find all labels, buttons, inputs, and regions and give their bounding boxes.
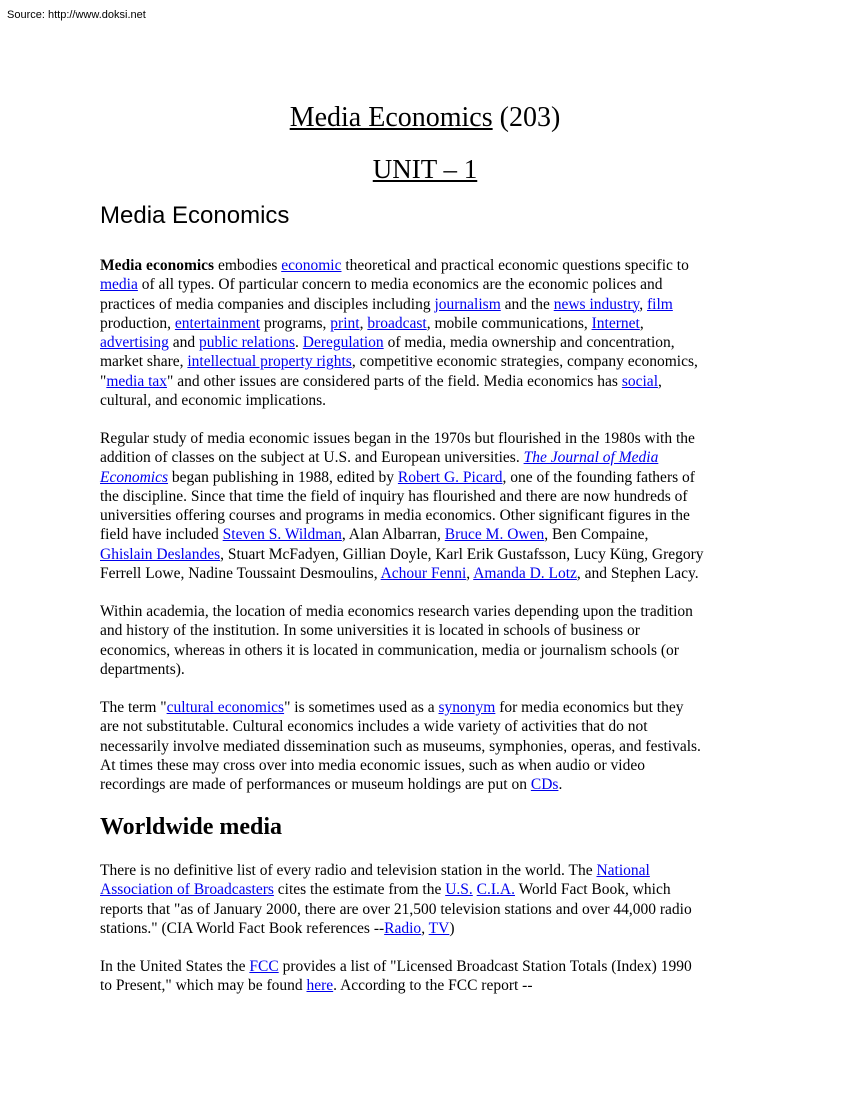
text-line [100, 314, 760, 333]
text-line: Within academia, the location of media economics research varies depending upon the tradition [100, 603, 693, 620]
text: , one of the founding fathers of [502, 468, 695, 486]
link-cultural-economics[interactable]: cultural economics [166, 699, 285, 716]
section-heading-media-economics: Media Economics [100, 202, 290, 229]
paragraph-intro [100, 256, 760, 410]
text: , mobile communications, [426, 314, 592, 332]
text: practices of media companies and disciples including [100, 295, 435, 313]
text-line [100, 448, 760, 467]
text-line: and history of the institution. In some universities it is located in schools of business or [100, 622, 640, 640]
text: programs, [260, 314, 331, 332]
link-media-tax[interactable]: media tax [106, 372, 168, 390]
link-public-relations[interactable]: public relations [199, 334, 296, 352]
text: , [639, 314, 644, 332]
text: theoretical and practical economic questions specific to [341, 257, 689, 274]
text-line [100, 698, 760, 717]
document-title [0, 100, 850, 136]
link-deregulation[interactable]: Deregulation [302, 334, 384, 352]
text-line [100, 372, 760, 391]
bold-term: Media economics [100, 257, 215, 274]
link-news-industry[interactable]: news industry [553, 295, 640, 313]
text-line [100, 295, 760, 314]
text: embodies [214, 257, 282, 274]
text-line [100, 525, 760, 544]
text-line [100, 352, 760, 371]
text: , Ben Compaine, [544, 526, 649, 544]
text-line [100, 976, 760, 995]
text-line [100, 861, 760, 880]
link-broadcast[interactable]: broadcast [367, 314, 427, 332]
text-line [100, 919, 760, 938]
link-film[interactable]: film [647, 295, 673, 313]
text: World Fact Book, which [515, 881, 671, 899]
link-internet[interactable]: Internet [591, 314, 640, 332]
text: and [168, 334, 200, 352]
text: , and Stephen Lacy. [576, 565, 699, 583]
text: , [658, 372, 662, 390]
text: field have included [100, 526, 223, 544]
text-line: are not substitutable. Cultural economics includes a wide variety of activities that do not [100, 718, 648, 736]
text: market share, [100, 353, 188, 371]
text-line: universities offering courses and programs in media economics. Other significant figures in the [100, 507, 690, 525]
link-achour-fenni[interactable]: Achour Fenni [380, 565, 467, 583]
link-bruce-m-owen[interactable]: Bruce M. Owen [444, 526, 545, 544]
text: of media, media ownership and concentration, [383, 334, 675, 352]
text: began publishing in 1988, edited by [168, 468, 398, 486]
text: , Alan Albarran, [341, 526, 445, 544]
text-line: Regular study of media economic issues began in the 1970s but flourished in the 1980s with the [100, 430, 695, 447]
paragraph-fcc [100, 957, 760, 996]
text: to Present," which may be found [100, 977, 307, 995]
paragraph-worldwide-stations [100, 861, 760, 938]
text: " is sometimes used as a [284, 699, 439, 716]
link-amanda-d-lotz[interactable]: Amanda D. Lotz [473, 565, 577, 583]
text: for media economics but they [495, 699, 684, 716]
link-journal-of-media-economics[interactable]: The Journal of Media [523, 449, 659, 467]
text: " [100, 372, 107, 390]
unit-heading: UNIT – 1 [372, 154, 478, 184]
text-line: economics, whereas in others it is located in communication, media or journalism schools (or [100, 641, 679, 659]
text-line [100, 957, 760, 976]
link-journal-of-media-economics-cont[interactable]: Economics [100, 468, 169, 486]
text: Ferrell Lowe, Nadine Toussaint Desmoulins, [100, 565, 381, 583]
text-line [100, 256, 760, 275]
link-cds[interactable]: CDs [530, 776, 559, 794]
text: . [295, 334, 303, 352]
text-line: cultural, and economic implications. [100, 392, 326, 410]
paragraph-history [100, 429, 760, 583]
section-heading-worldwide-media: Worldwide media [100, 814, 283, 840]
text: , competitive economic strategies, company economics, [351, 353, 698, 371]
text: , Stuart McFadyen, Gillian Doyle, Karl Erik Gustafsson, Lucy Küng, Gregory [220, 545, 704, 563]
link-fcc[interactable]: FCC [249, 958, 279, 975]
text-line [100, 468, 760, 487]
text-line [100, 880, 760, 899]
text: provides a list of "Licensed Broadcast Station Totals (Index) 1990 [278, 958, 692, 975]
link-entertainment[interactable]: entertainment [174, 314, 261, 332]
text: of all types. Of particular concern to media economics are the economic polices and [137, 276, 663, 294]
text-line [100, 545, 760, 564]
text: There is no definitive list of every radio and television station in the world. The [100, 862, 597, 879]
text-line [100, 564, 760, 583]
text: cites the estimate from the [273, 881, 446, 899]
source-note: Source: http://www.doksi.net [7, 9, 146, 21]
text: , [421, 919, 429, 937]
link-print[interactable]: print [330, 314, 360, 332]
link-journalism[interactable]: journalism [434, 295, 501, 313]
link-tv[interactable]: TV [428, 919, 450, 937]
link-social[interactable]: social [621, 372, 658, 390]
text: . [558, 776, 563, 794]
link-cia[interactable]: C.I.A. [476, 881, 515, 899]
link-advertising[interactable]: advertising [100, 334, 169, 352]
text-line: departments). [100, 660, 185, 678]
text: production, [100, 314, 175, 332]
link-media[interactable]: media [100, 276, 138, 294]
text: The term " [100, 699, 167, 716]
link-steven-s-wildman[interactable]: Steven S. Wildman [222, 526, 342, 544]
paragraph-academia [100, 602, 760, 679]
paragraph-cultural-economics [100, 698, 760, 794]
title-main: Media Economics [289, 102, 493, 133]
text: . According to the FCC report -- [333, 977, 533, 995]
text-line: At times these may cross over into media economic issues, such as when audio or video [100, 756, 645, 774]
link-national-association-of-broadcasters-cont[interactable]: Association of Broadcasters [100, 881, 274, 899]
text: stations." (CIA World Fact Book references -- [100, 919, 385, 937]
link-intellectual-property-rights[interactable]: intellectual property rights [187, 353, 352, 371]
link-synonym[interactable]: synonym [438, 699, 496, 716]
link-radio[interactable]: Radio [384, 919, 422, 937]
text-line: the discipline. Since that time the field of inquiry has flourished and there are now hundreds of [100, 487, 688, 505]
text: and the [500, 295, 554, 313]
link-economic[interactable]: economic [281, 257, 342, 274]
text: recordings are made of performances or museum holdings are put on [100, 776, 531, 794]
link-us[interactable]: U.S. [445, 881, 473, 899]
link-ghislain-deslandes[interactable]: Ghislain Deslandes [100, 545, 221, 563]
text: " and other issues are considered parts of the field. Media economics has [167, 372, 622, 390]
title-suffix: (203) [499, 102, 561, 133]
text-line [100, 333, 760, 352]
text-line [100, 275, 760, 294]
link-here[interactable]: here [306, 977, 334, 995]
text: addition of classes on the subject at U.S. and European universities. [100, 449, 524, 467]
link-national-association-of-broadcasters[interactable]: National [596, 862, 650, 879]
link-robert-g-picard[interactable]: Robert G. Picard [397, 468, 503, 486]
text: ) [449, 919, 455, 937]
text: In the United States the [100, 958, 250, 975]
text: , [359, 314, 368, 332]
text: , [466, 565, 474, 583]
text-line: reports that "as of January 2000, there are over 21,500 television stations and over 44,000 radio [100, 900, 692, 918]
text: , [639, 295, 647, 313]
text-line [100, 775, 760, 794]
text-line: necessarily involve mediated dissemination such as museums, symphonies, operas, and festivals. [100, 737, 701, 755]
